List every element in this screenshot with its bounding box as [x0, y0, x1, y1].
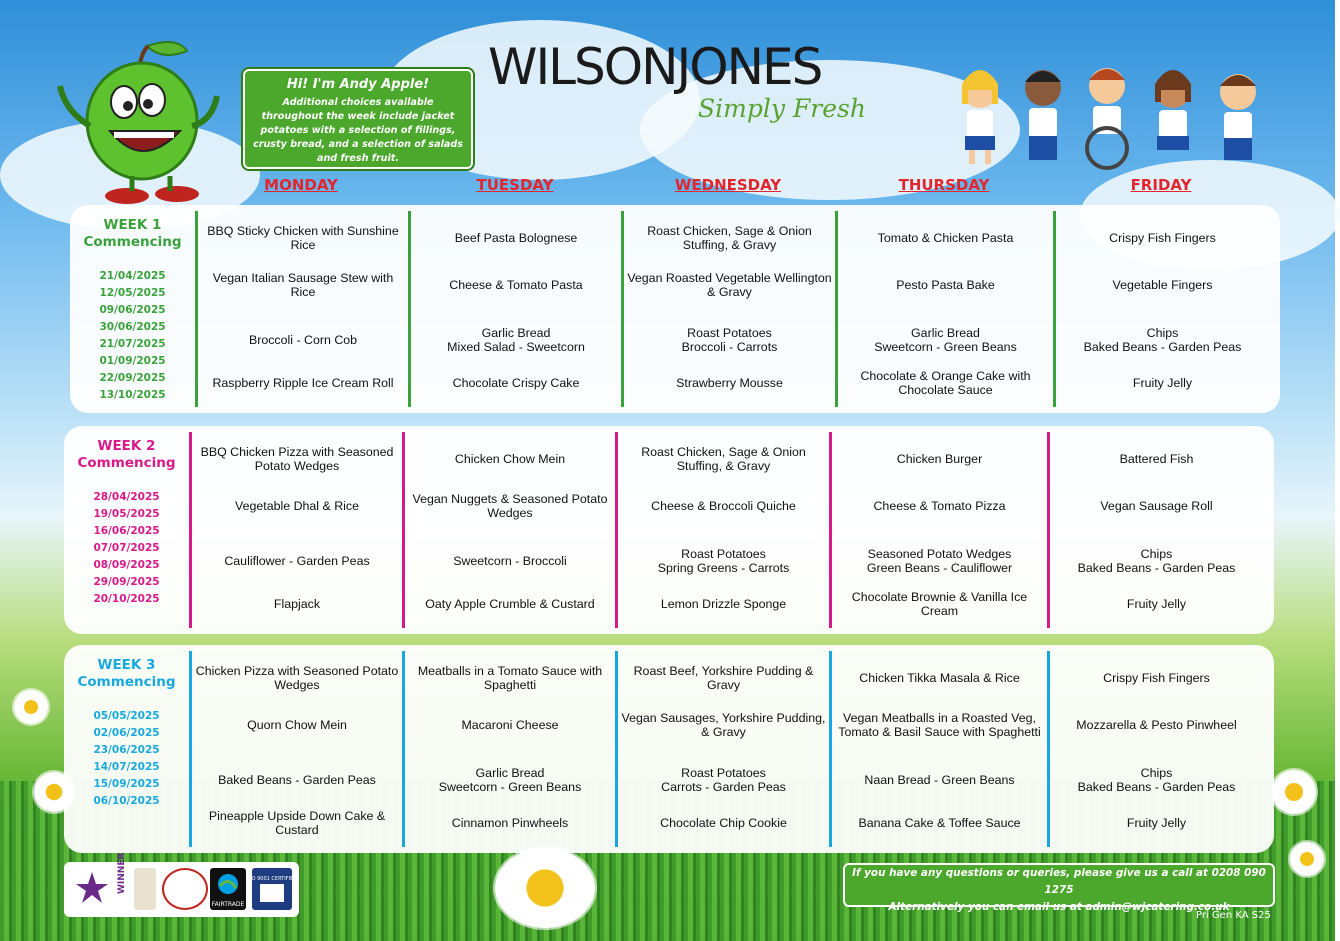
- excellence-award-icon: [72, 852, 130, 910]
- fairtrade-label: FAIRTRADE: [211, 901, 245, 908]
- menu-item: BBQ Sticky Chicken with Sunshine Rice: [207, 223, 399, 252]
- bubble-text: Additional choices available throughout the week include jacket potatoes with a selection of fillings, crusty bread, and a selection of salads and fresh fruit.: [253, 97, 463, 164]
- column-divider: [402, 651, 405, 847]
- week-label: [64, 645, 189, 810]
- commencing-date: 21/07/2025: [99, 338, 166, 350]
- bubble-title: Hi! I'm Andy Apple!: [286, 77, 430, 92]
- commencing-date: 08/09/2025: [93, 559, 160, 571]
- day-header-monday: MONDAY: [264, 176, 338, 194]
- column-divider: [1053, 211, 1056, 407]
- menu-item: Strawberry Mousse: [676, 375, 783, 390]
- menu-column-friday: [1047, 432, 1262, 628]
- menu-item: Roast Beef, Yorkshire Pudding & Gravy: [633, 663, 814, 692]
- contact-phone-line: If you have any questions or queries, please give us a call at 0208 090 1275: [852, 867, 1266, 896]
- commencing-date: 19/05/2025: [93, 508, 160, 520]
- menu-column-wednesday: [621, 211, 834, 407]
- week-2-panel: [64, 426, 1274, 634]
- menu-item: Pineapple Upside Down Cake & Custard: [208, 808, 386, 837]
- menu-item: Crispy Fish Fingers: [1109, 230, 1216, 245]
- week-commencing: Commencing: [77, 455, 176, 471]
- menu-column-monday: [189, 432, 401, 628]
- menu-item: Crispy Fish Fingers: [1103, 670, 1210, 685]
- menu-column-wednesday: [615, 651, 828, 847]
- menu-item: Chips Baked Beans - Garden Peas: [1077, 546, 1236, 575]
- commencing-date: 30/06/2025: [99, 321, 166, 333]
- andy-apple-speech-bubble: [243, 69, 473, 169]
- daisy-icon: [14, 690, 48, 724]
- column-divider: [189, 432, 192, 628]
- menu-item: Tomato & Chicken Pasta: [877, 230, 1014, 245]
- daisy-icon: [495, 848, 595, 928]
- column-divider: [408, 211, 411, 407]
- menu-item: Fruity Jelly: [1126, 596, 1187, 611]
- award-trophy-icon: [134, 868, 156, 910]
- column-divider: [402, 432, 405, 628]
- menu-item: Fruity Jelly: [1132, 375, 1193, 390]
- week-dates: [70, 268, 195, 404]
- brand-tagline: Simply Fresh: [698, 94, 866, 123]
- menu-item: Roast Chicken, Sage & Onion Stuffing, & Gravy: [641, 444, 806, 473]
- menu-item: Chocolate Chip Cookie: [660, 815, 787, 830]
- menu-item: Lemon Drizzle Sponge: [660, 596, 787, 611]
- week-title: WEEK 2: [97, 438, 156, 454]
- column-divider: [195, 211, 198, 407]
- commencing-date: 23/06/2025: [93, 744, 160, 756]
- school-children-illustration-icon: [955, 62, 1275, 172]
- menu-item: Pesto Pasta Bake: [896, 277, 995, 292]
- awards-logos: [64, 852, 299, 917]
- menu-column-monday: [195, 211, 407, 407]
- commencing-date: 05/05/2025: [93, 710, 160, 722]
- menu-item: Cauliflower - Garden Peas: [224, 553, 370, 568]
- menu-item: Vegetable Dhal & Rice: [235, 498, 359, 513]
- menu-item: Oaty Apple Crumble & Custard: [425, 596, 595, 611]
- contact-email-line: Alternatively you can email us at admin@wjcatering.co.uk: [888, 901, 1230, 913]
- commencing-date: 13/10/2025: [99, 389, 166, 401]
- day-header-thursday: THURSDAY: [898, 176, 990, 194]
- commencing-date: 07/07/2025: [93, 542, 160, 554]
- menu-column-tuesday: [408, 211, 620, 407]
- menu-item: Sweetcorn - Broccoli: [453, 553, 567, 568]
- week-1-panel: [70, 205, 1280, 413]
- menu-item: Chicken Burger: [896, 451, 983, 466]
- column-divider: [1047, 651, 1050, 847]
- week-commencing: Commencing: [77, 674, 176, 690]
- menu-item: Chips Baked Beans - Garden Peas: [1077, 765, 1236, 794]
- menu-column-thursday: [829, 651, 1046, 847]
- column-divider: [615, 432, 618, 628]
- commencing-date: 28/04/2025: [93, 491, 160, 503]
- menu-item: Vegan Sausage Roll: [1100, 498, 1213, 513]
- menu-item: Chicken Chow Mein: [454, 451, 566, 466]
- menu-column-monday: [189, 651, 401, 847]
- daisy-icon: [1272, 770, 1316, 814]
- menu-item: Raspberry Ripple Ice Cream Roll: [212, 375, 394, 390]
- menu-column-friday: [1047, 651, 1262, 847]
- menu-item: Vegan Sausages, Yorkshire Pudding, & Gravy: [621, 710, 826, 739]
- column-divider: [829, 432, 832, 628]
- column-divider: [835, 211, 838, 407]
- menu-item: Roast Potatoes Spring Greens - Carrots: [657, 546, 790, 575]
- menu-item: Chocolate & Orange Cake with Chocolate Sauce: [860, 368, 1031, 397]
- menu-item: Beef Pasta Bolognese: [454, 230, 578, 245]
- menu-item: Vegan Meatballs in a Roasted Veg, Tomato & Basil Sauce with Spaghetti: [838, 710, 1041, 739]
- menu-item: Banana Cake & Toffee Sauce: [858, 815, 1021, 830]
- menu-item: Vegan Italian Sausage Stew with Rice: [212, 270, 394, 299]
- iso-label: ISO 9001 CERTIFIED: [246, 876, 298, 882]
- menu-item: Seasoned Potato Wedges Green Beans - Cauliflower: [866, 546, 1013, 575]
- column-divider: [189, 651, 192, 847]
- commencing-date: 29/09/2025: [93, 576, 160, 588]
- menu-item: Quorn Chow Mein: [247, 717, 347, 732]
- menu-item: Chips Baked Beans - Garden Peas: [1083, 325, 1242, 354]
- menu-item: Flapjack: [273, 596, 321, 611]
- menu-item: Vegan Nuggets & Seasoned Potato Wedges: [412, 491, 608, 520]
- fairtrade-icon: [210, 868, 246, 910]
- week-label: [64, 426, 189, 608]
- commencing-date: 01/09/2025: [99, 355, 166, 367]
- week-dates: [64, 708, 189, 810]
- menu-item: Roast Chicken, Sage & Onion Stuffing, & Gravy: [647, 223, 812, 252]
- assured-standards-icon: [162, 868, 208, 910]
- iso-certified-icon: [246, 868, 298, 910]
- daisy-icon: [1290, 842, 1324, 876]
- menu-item: Cheese & Broccoli Quiche: [651, 498, 796, 513]
- menu-item: Baked Beans - Garden Peas: [218, 772, 376, 787]
- column-divider: [615, 651, 618, 847]
- week-title: WEEK 1: [103, 217, 162, 233]
- menu-item: Macaroni Cheese: [461, 717, 559, 732]
- column-divider: [829, 651, 832, 847]
- column-divider: [621, 211, 624, 407]
- menu-item: Battered Fish: [1119, 451, 1194, 466]
- menu-item: Vegan Roasted Vegetable Wellington & Gravy: [627, 270, 832, 299]
- award-winner-text: WINNER: [117, 852, 127, 894]
- menu-item: Fruity Jelly: [1126, 815, 1187, 830]
- menu-item: Meatballs in a Tomato Sauce with Spaghetti: [417, 663, 603, 692]
- column-divider: [1047, 432, 1050, 628]
- wilson-jones-logo: [488, 38, 868, 132]
- menu-code: Pri Gen KA S25: [1196, 910, 1271, 921]
- menu-item: Garlic Bread Mixed Salad - Sweetcorn: [447, 325, 585, 354]
- commencing-date: 15/09/2025: [93, 778, 160, 790]
- menu-item: Chicken Tikka Masala & Rice: [859, 670, 1020, 685]
- menu-item: Chocolate Crispy Cake: [452, 375, 580, 390]
- brand-name: WILSONJONES: [488, 38, 822, 96]
- commencing-date: 02/06/2025: [93, 727, 160, 739]
- commencing-date: 09/06/2025: [99, 304, 166, 316]
- menu-item: BBQ Chicken Pizza with Seasoned Potato Wedges: [200, 444, 394, 473]
- commencing-date: 21/04/2025: [99, 270, 166, 282]
- menu-item: Vegetable Fingers: [1112, 277, 1213, 292]
- commencing-date: 06/10/2025: [93, 795, 160, 807]
- menu-item: Cheese & Tomato Pizza: [873, 498, 1006, 513]
- week-3-panel: [64, 645, 1274, 853]
- commencing-date: 12/05/2025: [99, 287, 166, 299]
- menu-column-thursday: [829, 432, 1046, 628]
- week-title: WEEK 3: [97, 657, 156, 673]
- menu-column-wednesday: [615, 432, 828, 628]
- menu-column-friday: [1053, 211, 1268, 407]
- week-dates: [64, 489, 189, 608]
- day-header-wednesday: WEDNESDAY: [674, 176, 782, 194]
- day-header-friday: FRIDAY: [1130, 176, 1192, 194]
- menu-item: Cheese & Tomato Pasta: [449, 277, 583, 292]
- menu-item: Roast Potatoes Broccoli - Carrots: [681, 325, 778, 354]
- menu-column-tuesday: [402, 651, 614, 847]
- day-header-tuesday: TUESDAY: [476, 176, 554, 194]
- commencing-date: 20/10/2025: [93, 593, 160, 605]
- menu-column-tuesday: [402, 432, 614, 628]
- menu-item: Garlic Bread Sweetcorn - Green Beans: [438, 765, 582, 794]
- menu-item: Garlic Bread Sweetcorn - Green Beans: [874, 325, 1017, 354]
- commencing-date: 14/07/2025: [93, 761, 160, 773]
- commencing-date: 22/09/2025: [99, 372, 166, 384]
- menu-item: Chicken Pizza with Seasoned Potato Wedges: [195, 663, 399, 692]
- menu-column-thursday: [835, 211, 1052, 407]
- week-commencing: Commencing: [83, 234, 182, 250]
- menu-item: Naan Bread - Green Beans: [864, 772, 1015, 787]
- week-label: [70, 205, 195, 404]
- menu-item: Broccoli - Corn Cob: [248, 332, 358, 347]
- contact-info-box: [843, 863, 1275, 913]
- menu-item: Mozzarella & Pesto Pinwheel: [1076, 717, 1237, 732]
- menu-item: Chocolate Brownie & Vanilla Ice Cream: [851, 589, 1028, 618]
- menu-item: Cinnamon Pinwheels: [451, 815, 569, 830]
- commencing-date: 16/06/2025: [93, 525, 160, 537]
- menu-item: Roast Potatoes Carrots - Garden Peas: [661, 765, 786, 794]
